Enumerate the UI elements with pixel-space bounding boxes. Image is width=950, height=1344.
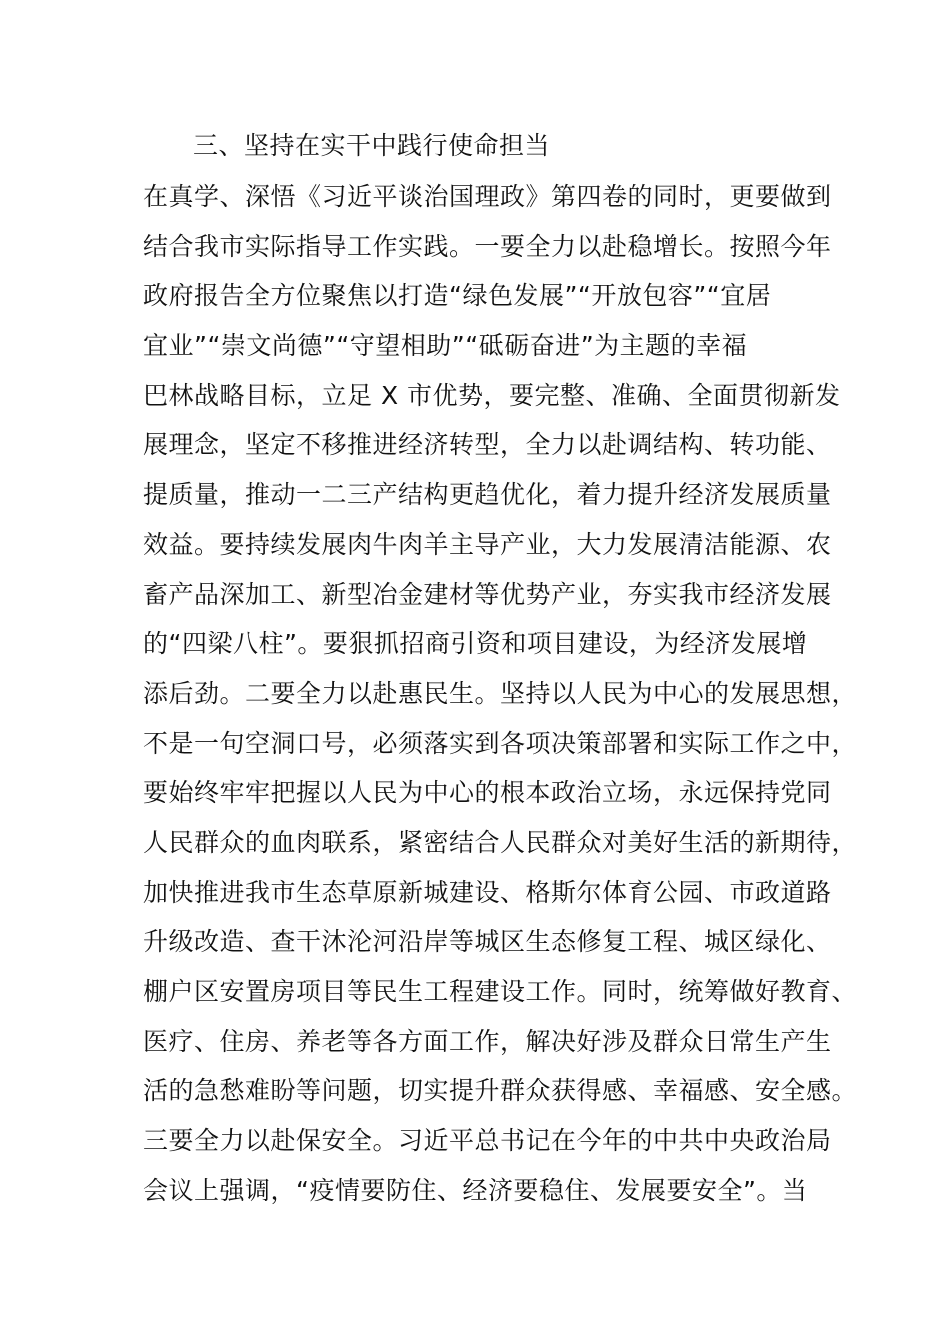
text-line: 巴林战略目标，立足 X 市优势，要完整、准确、全面贯彻新发 [143,380,841,410]
text-line: 加快推进我市生态草原新城建设、格斯尔体育公园、市政道路 [143,877,832,907]
text-line: 结合我市实际指导工作实践。一要全力以赴稳增长。按照今年 [143,231,832,261]
text-line: 在真学、深悟《习近平谈治国理政》第四卷的同时，更要做到 [143,182,832,211]
text-line: 活的急愁难盼等问题，切实提升群众获得感、幸福感、安全感。 [143,1076,858,1106]
text-line: 三要全力以赴保安全。习近平总书记在今年的中共中央政治局 [143,1126,832,1156]
text-line: 畜产品深加工、新型冶金建材等优势产业，夯实我市经济发展 [143,579,832,609]
text-line: 宜业”“崇文尚德”“守望相助”“砥砺奋进”为主题的幸福 [143,331,748,361]
text-line: 添后劲。二要全力以赴惠民生。坚持以人民为中心的发展思想， [143,678,858,708]
text-line: 人民群众的血肉联系，紧密结合人民群众对美好生活的新期待， [143,827,858,857]
text-line: 医疗、住房、养老等各方面工作，解决好涉及群众日常生产生 [143,1026,832,1056]
text-line: 升级改造、查干沐沦河沿岸等城区生态修复工程、城区绿化、 [143,927,832,957]
text-line: 政府报告全方位聚焦以打造“绿色发展”“开放包容”“宜居 [143,281,772,311]
text-line: 不是一句空洞口号，必须落实到各项决策部署和实际工作之中， [143,728,858,758]
body-paragraph [143,177,858,1220]
text-line: 展理念，坚定不移推进经济转型，全力以赴调结构、转功能、 [143,430,832,460]
section-heading: 三、坚持在实干中践行使命担当 [193,131,551,160]
text-line: 棚户区安置房项目等民生工程建设工作。同时，统筹做好教育、 [143,977,858,1006]
text-line: 要始终牢牢把握以人民为中心的根本政治立场，永远保持党同 [143,778,832,808]
text-line: 提质量，推动一二三产结构更趋优化，着力提升经济发展质量 [143,480,832,510]
text-line: 会议上强调，“疫情要防住、经济要稳住、发展要安全”。当 [143,1175,808,1205]
text-line: 效益。要持续发展肉牛肉羊主导产业，大力发展清洁能源、农 [143,529,832,559]
text-line: 的“四梁八柱”。要狠抓招商引资和项目建设，为经济发展增 [143,629,808,659]
